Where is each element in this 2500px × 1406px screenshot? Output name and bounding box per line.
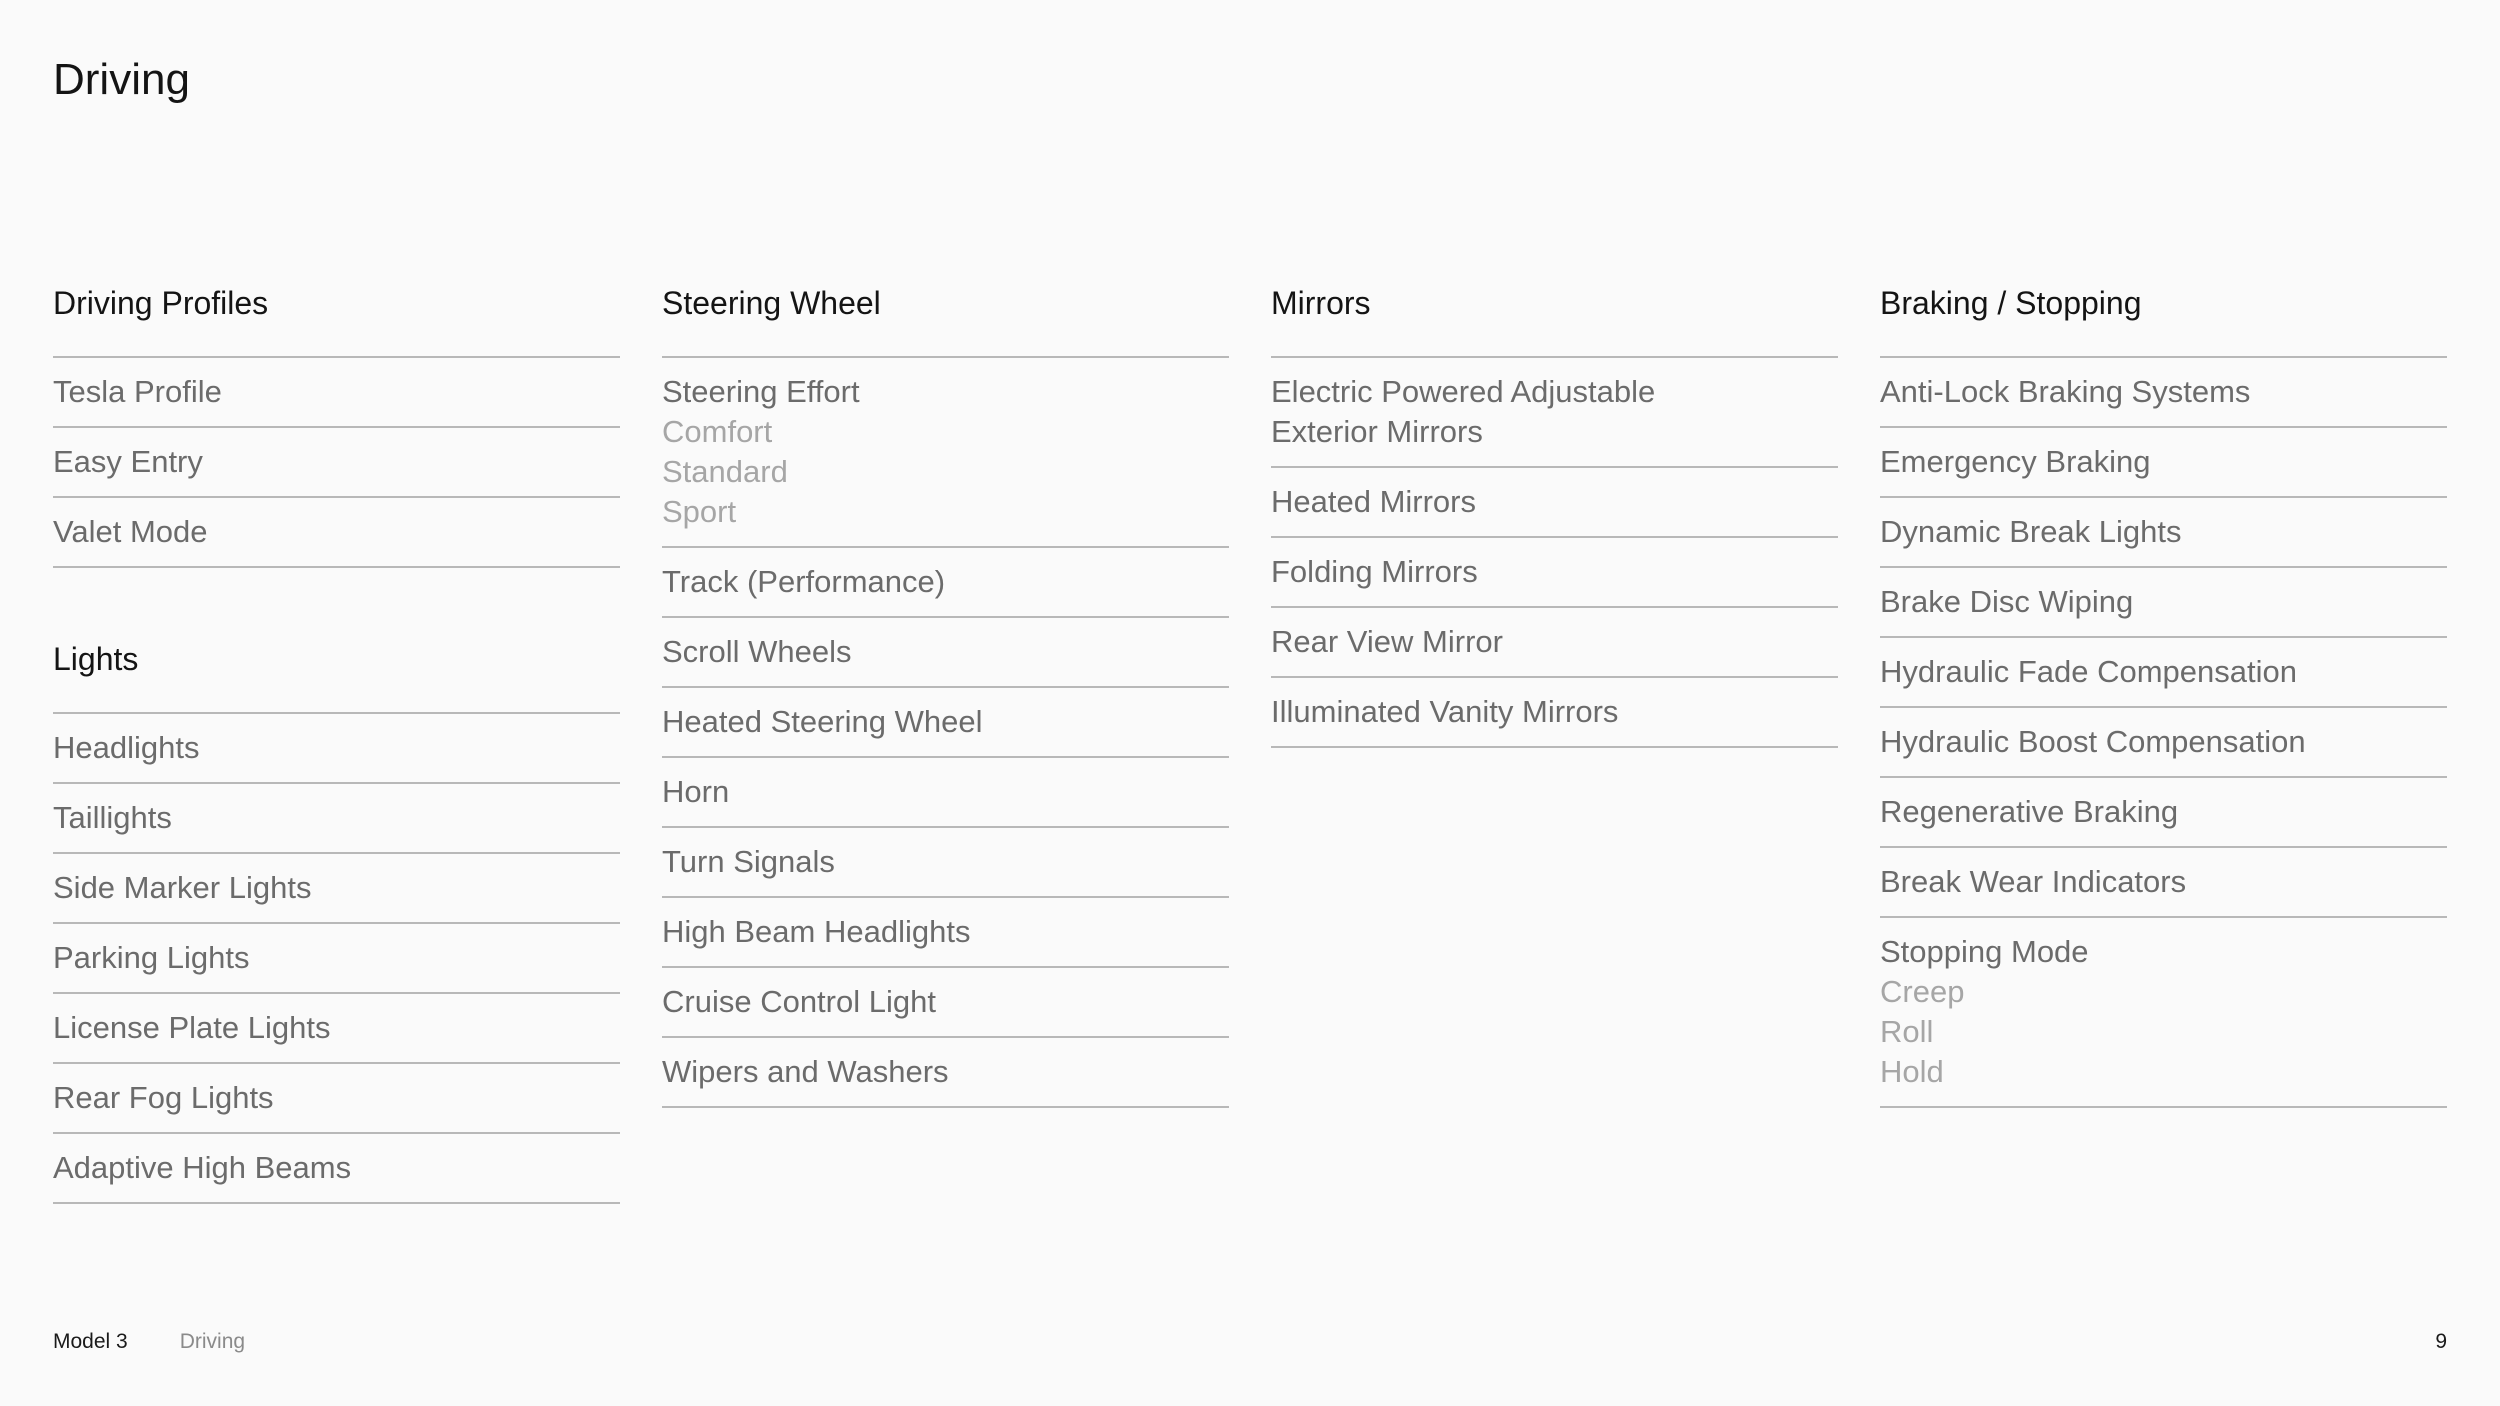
topic-section (1880, 278, 2447, 1108)
topic-link[interactable] (53, 714, 620, 784)
topic-label: Heated Steering Wheel (662, 704, 983, 739)
topic-label: Tesla Profile (53, 374, 222, 409)
topic-label: Valet Mode (53, 514, 208, 549)
column (1880, 278, 2447, 1270)
footer-section-name: Driving (179, 1330, 246, 1353)
topic-link[interactable] (1880, 918, 2447, 1108)
sub-option-label: Hold (1880, 1054, 1944, 1089)
topic-label: Hydraulic Boost Compensation (1880, 724, 2306, 759)
topic-link[interactable] (1880, 708, 2447, 778)
sub-option-label: Comfort (662, 414, 773, 449)
topic-label: Rear View Mirror (1271, 624, 1503, 659)
topic-link[interactable] (662, 618, 1229, 688)
topic-label: Track (Performance) (662, 564, 946, 599)
topic-link[interactable] (53, 924, 620, 994)
topic-label: Anti-Lock Braking Systems (1880, 374, 2251, 409)
topic-link[interactable] (1880, 358, 2447, 428)
topic-link[interactable] (1880, 498, 2447, 568)
topic-label: Rear Fog Lights (53, 1080, 274, 1115)
topic-link[interactable] (662, 548, 1229, 618)
topic-label: Regenerative Braking (1880, 794, 2179, 829)
topic-link[interactable] (662, 898, 1229, 968)
sub-option-label: Sport (662, 494, 737, 529)
topic-link[interactable] (662, 758, 1229, 828)
topic-link[interactable] (53, 1134, 620, 1204)
section-heading: Steering Wheel (662, 278, 1229, 358)
topic-label: Break Wear Indicators (1880, 864, 2187, 899)
topic-label: Side Marker Lights (53, 870, 312, 905)
topic-label: Adaptive High Beams (53, 1150, 352, 1185)
topic-label: Hydraulic Fade Compensation (1880, 654, 2297, 689)
section-heading: Driving Profiles (53, 278, 620, 358)
topic-label: Scroll Wheels (662, 634, 852, 669)
topic-link[interactable] (1880, 568, 2447, 638)
topic-label: Easy Entry (53, 444, 203, 479)
topic-link[interactable] (1271, 608, 1838, 678)
topic-label: Horn (662, 774, 730, 809)
topic-section (1271, 278, 1838, 748)
topic-link[interactable] (1271, 468, 1838, 538)
topic-link[interactable] (1271, 678, 1838, 748)
topic-label: Folding Mirrors (1271, 554, 1478, 589)
topic-link[interactable] (53, 498, 620, 568)
topic-section (662, 278, 1229, 1108)
topic-link[interactable] (1880, 848, 2447, 918)
topic-link[interactable] (662, 828, 1229, 898)
column (662, 278, 1229, 1270)
topic-link[interactable] (1271, 358, 1838, 468)
content-columns (53, 278, 2447, 1270)
topic-label: Headlights (53, 730, 200, 765)
topic-link[interactable] (1880, 428, 2447, 498)
topic-link[interactable] (53, 358, 620, 428)
topic-link[interactable] (53, 854, 620, 924)
topic-label: Wipers and Washers (662, 1054, 949, 1089)
topic-label: Steering Effort (662, 374, 860, 409)
topic-label: Turn Signals (662, 844, 835, 879)
topic-label: Heated Mirrors (1271, 484, 1476, 519)
page-number: 9 (2435, 1330, 2447, 1353)
topic-link[interactable] (1880, 638, 2447, 708)
topic-section (53, 634, 620, 1204)
topic-label: Taillights (53, 800, 172, 835)
topic-link[interactable] (662, 968, 1229, 1038)
topic-link[interactable] (53, 1064, 620, 1134)
topic-label: License Plate Lights (53, 1010, 331, 1045)
topic-label: Stopping Mode (1880, 934, 2089, 969)
page-title: Driving (53, 55, 190, 104)
topic-label: Dynamic Break Lights (1880, 514, 2182, 549)
sub-option-label: Standard (662, 454, 788, 489)
topic-link[interactable] (1271, 538, 1838, 608)
section-heading: Lights (53, 634, 620, 714)
sub-option-label: Roll (1880, 1014, 1934, 1049)
topic-label: Illuminated Vanity Mirrors (1271, 694, 1619, 729)
topic-link[interactable] (53, 784, 620, 854)
footer-model-name: Model 3 (53, 1330, 128, 1353)
section-heading: Braking / Stopping (1880, 278, 2447, 358)
column (1271, 278, 1838, 1270)
topic-link[interactable] (1880, 778, 2447, 848)
section-heading: Mirrors (1271, 278, 1838, 358)
topic-label: Parking Lights (53, 940, 250, 975)
topic-link[interactable] (662, 1038, 1229, 1108)
sub-option-label: Creep (1880, 974, 1965, 1009)
topic-link[interactable] (53, 994, 620, 1064)
topic-link[interactable] (662, 358, 1229, 548)
topic-link[interactable] (53, 428, 620, 498)
topic-label: Emergency Braking (1880, 444, 2151, 479)
topic-label: Brake Disc Wiping (1880, 584, 2134, 619)
topic-label: Cruise Control Light (662, 984, 936, 1019)
footer-breadcrumb (53, 1328, 245, 1356)
topic-label: High Beam Headlights (662, 914, 971, 949)
topic-label: Electric Powered Adjustable Exterior Mirrors (1271, 374, 1656, 449)
topic-section (53, 278, 620, 568)
column (53, 278, 620, 1270)
topic-link[interactable] (662, 688, 1229, 758)
